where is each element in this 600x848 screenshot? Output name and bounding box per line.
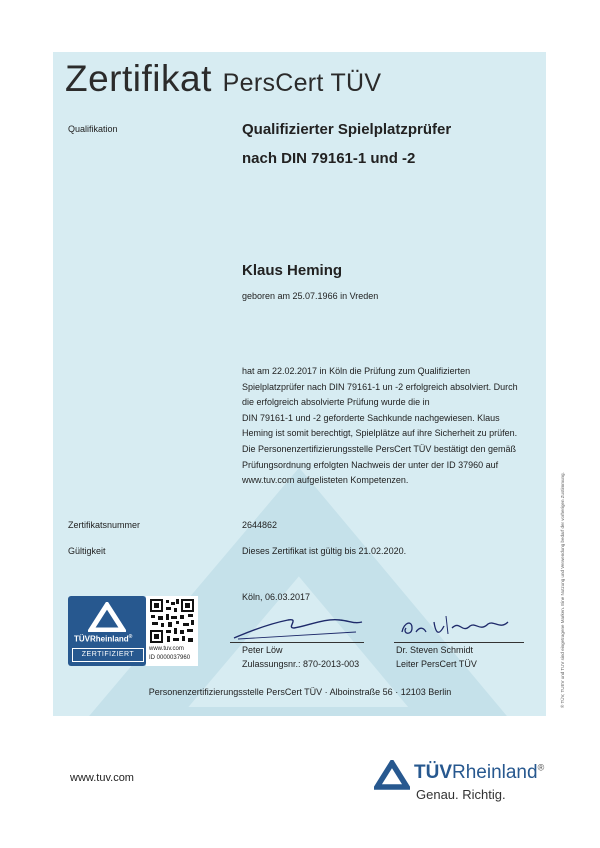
qr-url: www.tuv.com bbox=[149, 646, 184, 652]
qr-code-icon bbox=[149, 598, 195, 644]
body-line: die erfolgreich absolvierte Prüfung wurde die in bbox=[242, 397, 430, 408]
website-link[interactable]: www.tuv.com bbox=[70, 772, 134, 784]
seal-status: ZERTIFIZIERT bbox=[72, 648, 144, 662]
title-main: Zertifikat bbox=[65, 58, 212, 99]
issuer-address: Personenzertifizierungsstelle PersCert TÜV · Alboinstraße 56 · 12103 Berlin bbox=[148, 687, 452, 697]
signatory-left-name: Peter Löw bbox=[242, 645, 283, 655]
certificate-body bbox=[242, 364, 518, 489]
seal-brand: TÜVRheinland® bbox=[74, 634, 133, 644]
qr-code-block bbox=[146, 596, 198, 666]
body-line: Spielplatzprüfer nach DIN 79161-1 un -2 erfolgreich absolviert. Durch bbox=[242, 381, 518, 392]
title-sub: PersCert TÜV bbox=[222, 69, 382, 97]
certificate-title bbox=[65, 58, 381, 100]
tuv-certified-seal bbox=[68, 596, 146, 666]
qr-id: ID 0000037960 bbox=[149, 655, 191, 661]
qualification-line-1: Qualifizierter Spielplatzprüfer bbox=[242, 121, 452, 138]
place-date: Köln, 06.03.2017 bbox=[242, 592, 311, 602]
validity-label: Gültigkeit bbox=[68, 546, 106, 556]
body-line: Die Personenzertifizierungsstelle PersCert TÜV bestätigt den gemäß bbox=[242, 443, 516, 454]
qualification-line-2: nach DIN 79161-1 und -2 bbox=[242, 150, 416, 167]
signatory-left-role: Zulassungsnr.: 870-2013-003 bbox=[242, 659, 360, 669]
signature-line-left bbox=[230, 642, 364, 643]
body-line: hat am 22.02.2017 in Köln die Prüfung zum Qualifizierten bbox=[242, 366, 471, 376]
body-line: DIN 79161-1 und -2 geforderte Sachkunde nachgewiesen. Klaus bbox=[242, 412, 500, 423]
signatory-right-name: Dr. Steven Schmidt bbox=[396, 645, 474, 655]
validity-value: Dieses Zertifikat ist gültig bis 21.02.2020. bbox=[242, 546, 407, 556]
signature-left-image bbox=[228, 608, 368, 644]
qualification-label: Qualifikation bbox=[68, 124, 118, 134]
signature-right-image bbox=[396, 608, 520, 644]
body-line: www.tuv.com aufgelisteten Kompetenzen. bbox=[242, 475, 409, 486]
tuv-triangle-icon bbox=[88, 602, 126, 632]
body-line: Heming ist somit berechtigt, Spielplätze auf ihre Sicherheit zu prüfen. bbox=[242, 428, 518, 439]
logo-slogan: Genau. Richtig. bbox=[416, 787, 506, 802]
trademark-note: ® TÜV, TUEV und TUV sind eingetragene Marken. Eine Nutzung und Verwendung bedarf der vorherigen Zustimmung. bbox=[560, 472, 565, 708]
certificate-number-label: Zertifikatsnummer bbox=[68, 520, 141, 530]
signature-line-right bbox=[394, 642, 524, 643]
logo-brand: TÜVRheinland® bbox=[414, 762, 545, 783]
tuv-logo-triangle-icon bbox=[374, 760, 410, 790]
holder-birth: geboren am 25.07.1966 in Vreden bbox=[242, 291, 379, 301]
holder-name: Klaus Heming bbox=[242, 262, 343, 279]
body-line: Prüfungsordnung erfolgten Nachweis der unter der ID 37960 auf bbox=[242, 459, 499, 470]
signatory-right-role: Leiter PersCert TÜV bbox=[396, 659, 477, 669]
certificate-number-value: 2644862 bbox=[242, 520, 278, 530]
